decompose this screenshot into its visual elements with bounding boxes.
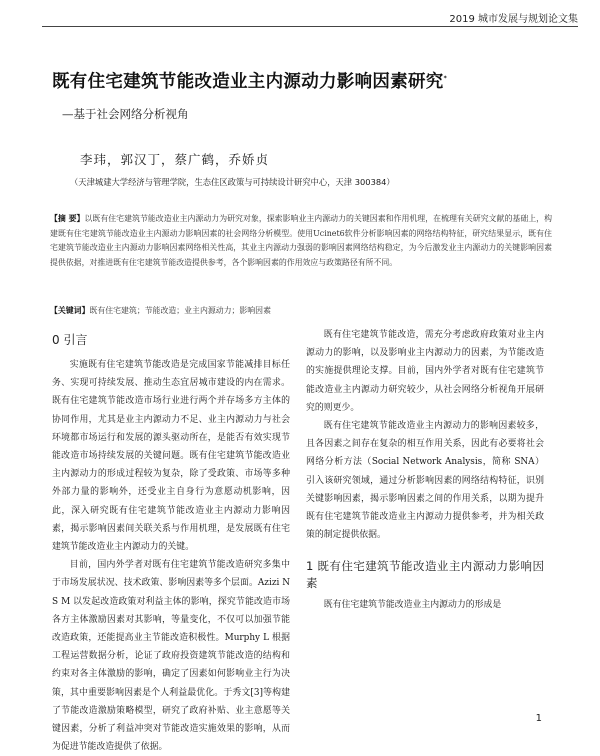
right-paragraph-1: 既有住宅建筑节能改造业主内源动力的影响因素较多，且各因素之间存在复杂的相互作用关系，因此有必要将社会网络分析方法（Social Network Analysis，简称 SNA）引入该研究领域，通过分析影响因素的网络结构特征，识别关键影响因素，揭示影响因素之间的作用关系，以期为提升既有住宅建筑节能改造业主内源动力提供参考，并为相关政策的制定提供依据。	[306, 421, 544, 541]
intro-paragraph-2: 目前，国内外学者对既有住宅建筑节能改造研究多集中于市场发展状况、技术政策、影响因素等多个层面。Azizi N S M 以发起改造政策对利益主体的影响，探究节能改造市场各方主体激励因素对其影响，等量变化，不仅可以加强节能改造政策，还能提高业主节能改造积极性。Murphy L 根据工程运营数据分析，论证了政府投资建筑节能改造的结构和约束对各主体激励的影响，确定了因素如何影响业主行为决策，其中重要影响因素是个人利益最优化。于秀文[3]等构建了节能改造激励策略模型，研究了政府补贴、业主意愿等关键因素，分析了利益冲突对节能改造实施效果的影响，从而为促进节能改造提供了依据。	[52, 560, 290, 753]
running-head: 2019 城市发展与规划论文集	[449, 14, 578, 25]
abstract	[50, 212, 552, 270]
abstract-label: 【摘 要】	[50, 214, 85, 223]
authors: 李玮，郭汉丁，蔡广鹤，乔娇贞	[80, 152, 270, 167]
keywords-label: 【关键词】	[50, 306, 90, 315]
intro-paragraph-1: 实施既有住宅建筑节能改造是完成国家节能减排目标任务、实现可持续发展、推动生态宜居城市建设的内在需求。既有住宅建筑节能改造市场行业进行两个并存场多方主体的协同作用，尤其是业主内源动力不足、业主内源动力与社会环境都市场运行和发展的源头驱动所在，是能否有效实现节能改造市场持续发展的关键问题。既有住宅建筑节能改造业主内源动力的形成过程较为复杂，除了受政策、市场等多种外部力量的影响外，还受业主自身行为意愿动机影响，因此，深入研究既有住宅建筑节能改造业主内源动力影响因素，揭示影响因素间关联关系与作用机理，是发展既有住宅建筑节能改造业主内源动力的关键。	[52, 360, 290, 553]
right-paragraph-2: 既有住宅建筑节能改造业主内源动力的形成是	[323, 600, 502, 611]
keywords-text: 既有住宅建筑；节能改造；业主内源动力；影响因素	[89, 306, 271, 315]
header-divider	[42, 26, 578, 27]
paper-title	[52, 68, 447, 93]
right-column	[306, 326, 544, 615]
keywords	[50, 305, 552, 316]
left-column	[52, 318, 290, 756]
affiliation: （天津城建大学经济与管理学院，生态住区政策与可持续设计研究中心，天津 300384）	[70, 177, 395, 187]
page-number: 1	[535, 713, 542, 724]
right-paragraph-0: 既有住宅建筑节能改造，需充分考虑政府政策对业主内源动力的影响，以及影响业主内源动力的因素，为节能改造的实施提供理论支撑。目前，国内外学者对既有住宅建筑节能改造业主内源动力研究较少，从社会网络分析视角开展研究的则更少。	[306, 330, 544, 413]
abstract-text: 以既有住宅建筑节能改造业主内源动力为研究对象，探索影响业主内源动力的关键因素和作用机理，在梳理有关研究文献的基础上，构建既有住宅建筑节能改造业主内源动力影响因素的社会网络分析模型。使用Ucinet6软件分析影响因素的网络结构特征，研究结果显示，既有住宅建筑节能改造业主内源动力影响因素网络相关性高，其业主内源动力强弱的影响因素网络结构稳定，为今后激发业主内源动力的关键影响因素提供依据，对推进既有住宅建筑节能改造提供参考，各个影响因素的作用效应与政策路径有所不同。	[50, 214, 552, 267]
section-heading-intro: 0 引言	[52, 333, 88, 347]
paper-title-text: 既有住宅建筑节能改造业主内源动力影响因素研究	[52, 72, 444, 92]
paper-subtitle: —基于社会网络分析视角	[62, 107, 189, 121]
title-footnote-mark: *	[443, 75, 448, 83]
section-heading-1: 1 既有住宅建筑节能改造业主内源动力影响因素	[306, 559, 544, 591]
